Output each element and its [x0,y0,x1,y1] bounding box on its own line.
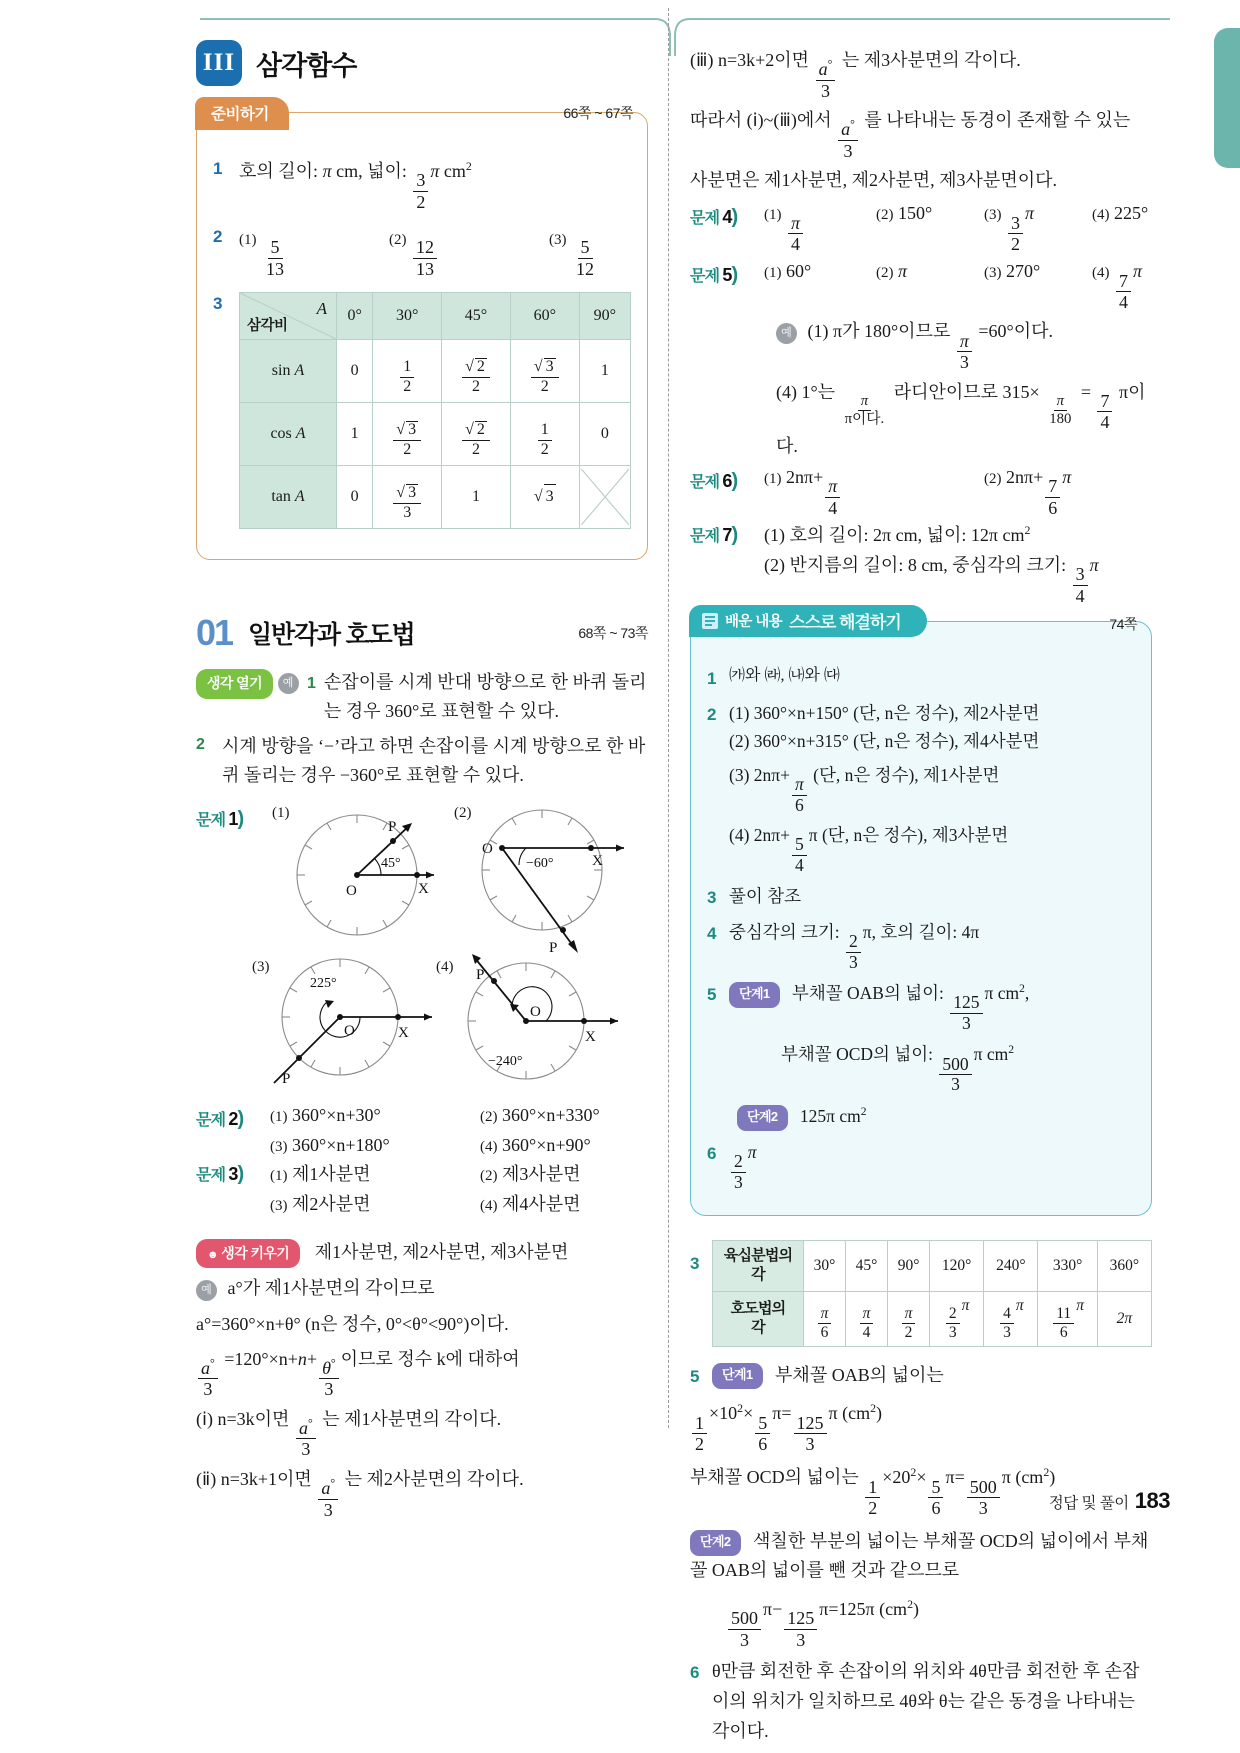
step-2-badge: 단계2 [690,1530,741,1556]
row-label-sin: sin A [240,340,337,403]
trig-ratio-table [239,292,631,529]
rad-cell-6: 2π [1097,1291,1151,1346]
angle-label-45: 45° [381,855,401,871]
self-item-3: 3 풀이 참조 [707,882,1137,911]
fraction-alpha-3: $\frac{a^\circ}{3}$ [296,1417,316,1459]
cell-sin-45: $\frac{√ 2}{2}$ [442,340,511,403]
point-label-X: X [592,852,603,869]
section-pages: 68쪽 ~ 73쪽 [578,624,648,641]
problem-5-example-1 [776,317,1152,371]
deg-cell-2: 90° [888,1240,930,1291]
self-item-2d: (4) 2nπ+ $\frac{5}{4}$ π (단, n은 정수), 제3사분면 [729,824,1009,875]
footer-page-number: 183 [1134,1488,1170,1513]
example-icon: 예 [776,323,797,344]
prep-item-number: 2 [213,227,223,247]
problem-3-answer-4: (4) 제4사분면 [480,1193,581,1214]
problem-3-answer-3: (3) 제2사분면 [270,1193,371,1214]
fraction-3-2: $\frac{3}{2}$ [413,171,428,211]
deg-cell-6: 360° [1097,1240,1151,1291]
col-header-30deg: 30° [373,293,442,340]
deg-cell-0: 30° [804,1240,846,1291]
self-item-2c: (3) 2nπ+ $\frac{\pi}{6}$ (단, n은 정수), 제1사분면 [729,765,1000,816]
point-label-P: P [388,818,397,835]
problem-7-tag: 문제 7) [690,523,738,546]
table-row-radians [713,1291,1152,1346]
self-item-2: 2 (1) 360°×n+150° (단, n은 정수), 제2사분면 (2) 360°×n+315° (단, n은 정수), 제4사분면 (3) 2nπ+ $\frac{\pi}{6}$ (단, n은 정수), 제1사분면 (4) 2nπ+ $\frac{5}{4}$ π (단, n은 정수), 제3사분면 [707,699,1137,875]
prep-item-body: 호의 길이: π cm, 넓이: $\frac{3}{2}$ π $cm^2$ [239,159,472,212]
problem-7-row-1 [690,521,1152,547]
example-icon: 예 [278,673,299,694]
rad-cell-5: $\frac{11}{6}$ π [1038,1291,1097,1346]
example-icon: 예 [196,1280,217,1301]
problem-6-row [690,467,1152,517]
col-header-60deg: 60° [510,293,579,340]
rad-cell-2: $\frac{\pi}{2}$ [888,1291,930,1346]
prep-item-number: 1 [213,159,223,178]
problem-5-answer-1: (1) 60° [764,261,812,282]
conclusion-b: 를 나타내는 동경이 존재할 수 있는 [864,110,1131,131]
problem-2-row-2 [196,1135,648,1156]
fraction-alpha-3: $\frac{a^\circ}{3}$ [198,1357,218,1399]
example-1-text-b: =60°이다. [978,321,1053,342]
example-4-text-b: 라디안이므로 315× [893,381,1040,402]
cell-cos-30: $\frac{√ 3}{2}$ [373,403,442,466]
think-grow-case-2 [196,1465,648,1519]
prep-item-2 [213,225,631,278]
angle-label-minus240: −240° [488,1053,523,1069]
problem-1-tag: 문제 1) [196,807,244,830]
problem-6-answer-2: (2) 2nπ+ $\frac{7}{6}$ π [984,466,1072,518]
self-item-5-step1-line: 단계1 부채꼴 OAB의 넓이: $\frac{125}{3}$ π $cm^2$, [729,979,1137,1033]
problem-3-tag: 문제 3) [196,1162,244,1185]
problem-4-answer-2: (2) 150° [876,203,933,224]
problem-4-answer-1: (1) $\frac{\pi}{4}$ [764,203,876,253]
col-header-45deg: 45° [442,293,511,340]
section-header-01 [196,612,648,654]
self-solve-pages: 74쪽 [1109,615,1137,632]
problem-3-row-2 [196,1190,648,1216]
self-item-3-text: 풀이 참조 [729,885,801,906]
area-label: cm, 넓이: [331,161,412,181]
corner-angle-label: A [316,299,327,319]
col-header-0deg: 0° [337,293,373,340]
fraction: $\frac{5}{13}$ [266,237,284,279]
example-4-text-c: π이다. [776,381,1146,456]
step-2-badge: 단계2 [737,1105,788,1131]
solution-5-step1-line: 단계1 부채꼴 OAB의 넓이는 [712,1361,1152,1390]
footer-label: 정답 및 풀이 [1048,1495,1129,1512]
chapter-header [196,40,648,86]
case-3-tail: 는 제3사분면의 각이다. [841,50,1021,70]
think-open-text-1: 손잡이를 시계 반대 방향으로 한 바퀴 돌리는 경우 360°로 표현할 수 있다. [323,671,647,722]
self-item-1-text: ㈎와 ㈑, ㈏와 ㈐ [729,666,840,684]
problem-3-answer-2: (2) 제3사분면 [480,1163,581,1184]
fraction: $\frac{12}{13}$ [413,238,437,278]
rad-cell-1: $\frac{\pi}{4}$ [846,1291,888,1346]
cell-sin-90: 1 [579,340,630,403]
case-1-cond: n=3k이면 [217,1408,290,1429]
self-item-5-step2-line: 단계2 125π $cm^2$ [737,1102,1137,1131]
problem-2-answer-3: (3) 360°×n+180° [270,1134,390,1155]
fraction-7-4: $\frac{7}{4}$ [1097,392,1112,432]
point-label-O: O [346,882,357,899]
chapter-title: 삼각함수 [256,50,357,81]
prep-item-body [239,292,631,529]
corner-ratio-label: 삼각비 [247,317,288,334]
think-grow-eq: =120°×n+ [224,1348,298,1369]
section-number: 01 [196,611,233,653]
deg-cell-5: 330° [1038,1240,1097,1291]
self-item-6-text: $\frac{2}{3}$ π [729,1138,1137,1192]
solution-5-equation-1: $\frac{1}{2}$ $\times 10^2\times$ $\frac{5}{6}$ π= $\frac{125}{3}$ π $(cm^2)$ [690,1399,1152,1453]
problem-3-answer-1: (1) 제1사분면 [270,1163,371,1184]
case-2-cond: n=3k+1이면 [220,1468,312,1489]
arc-length-label: 호의 길이: [239,161,323,181]
cell-tan-60: √ 3 [510,466,579,529]
point-label-O: O [482,840,493,857]
problem-5-row [690,261,1152,311]
self-item-6: 6 $\frac{2}{3}$ π [707,1138,1137,1192]
step-1-badge: 단계1 [729,982,780,1008]
think-open-num-1: 1 [307,674,316,692]
fraction-alpha-3: $\frac{a^\circ}{3}$ [838,118,858,160]
problem-5-tag: 문제 5) [690,264,738,287]
case-3-cond: n=3k+2이면 [717,50,810,70]
self-item-2a: (1) 360°×n+150° (단, n은 정수), 제2사분면 [729,703,1040,724]
rad-cell-3: $\frac{2}{3}$ π [930,1291,984,1346]
self-item-5: 5 단계1 부채꼴 OAB의 넓이: $\frac{125}{3}$ π $cm^2$, 부채꼴 OCD의 넓이: $\frac{500}{3}$ π $cm^2$ 단계2 125π $cm^2$ [707,979,1137,1131]
corner-header-cell [240,293,337,340]
point-label-P: P [282,1070,291,1087]
think-open-line-1 [196,668,648,726]
fraction-theta-3: $\frac{\theta^\circ}{3}$ [319,1357,339,1399]
diagram-1-label: (1) [272,804,290,821]
point-label-P: P [476,966,485,983]
problem-2-tag: 문제 2) [196,1107,244,1130]
self-solve-tag [689,605,927,637]
solution-5: 5 단계1 부채꼴 OAB의 넓이는 $\frac{1}{2}$ $\times 10^2\times$ $\frac{5}{6}$ π= $\frac{125}{3}$ π $(cm^2)$ 부채꼴 OCD의 넓이는 $\frac{1}{2}$ $\times 20^2\times$ $\frac{5}{6}$ π= $\frac{500}{3}$ π $(cm^2)$ 단계2 색칠한 부분의 넓이는 부채꼴 OCD의 넓이에서 부채꼴 OAB의 넓이를 뺀 것과 같으므로 $\frac{500}{3}$ π− $\frac{125}{3}$ π=125π $(cm^2)$ [690,1361,1152,1650]
problem-7-row-2 [690,551,1152,605]
self-item-4-text: 중심각의 크기: $\frac{2}{3}$ π, 호의 길이: 4π [729,921,980,972]
think-open-pill: 생각 열기 [196,669,273,699]
think-open-num-2: 2 [196,736,205,754]
prep2-answer-3: (3) $\frac{5}{12}$ [549,225,599,278]
self-solve-title-a: 배운 내용 [725,614,783,631]
think-grow-explain-3: $\frac{a^\circ}{3}$ =120°×n+n+ $\frac{\theta^\circ}{3}$ 이므로 정수 k에 대하여 [196,1345,648,1399]
think-open-text-2: 시계 방향을 ‘−’라고 하면 손잡이를 시계 방향으로 한 바퀴 돌리는 경우 −360°로 표현할 수 있다. [222,736,646,786]
diagram-4-label: (4) [436,958,454,975]
problem-4-tag: 문제 4) [690,206,738,229]
angle-label-225: 225° [310,975,337,991]
prep-item-number: 3 [213,294,223,314]
diagram-3-label: (3) [252,958,270,975]
think-grow-pill: ☻ 생각 키우기 [196,1239,300,1269]
point-label-X: X [398,1024,409,1041]
point-label-X: X [418,880,429,897]
prep2-answer-1: (1) $\frac{5}{13}$ [239,225,389,278]
angle-diagram-3 [264,955,454,1100]
column-divider [668,8,669,1428]
point-label-O: O [344,1022,355,1039]
fraction-alpha-3: $\frac{a^\circ}{3}$ [318,1477,338,1519]
cell-cos-45: $\frac{√ 2}{2}$ [442,403,511,466]
problem-5-answer-4: (4) $\frac{7}{4}$ π [1092,261,1143,313]
fraction-pi-3: $\frac{\pi}{3}$ [957,332,972,372]
self-item-2b: (2) 360°×n+315° (단, n은 정수), 제4사분면 [729,731,1040,752]
rad-cell-0: $\frac{\pi}{6}$ [804,1291,846,1346]
solution-5-equation-2: 부채꼴 OCD의 넓이는 $\frac{1}{2}$ $\times 20^2\times$ $\frac{5}{6}$ π= $\frac{500}{3}$ π $(cm^2)$ [690,1465,1056,1519]
problem-2-answer-1: (1) 360°×n+30° [270,1104,381,1125]
cell-cos-90: 0 [579,403,630,466]
example-4-eq: = [1080,381,1091,402]
left-column [196,40,648,1525]
conclusion-line-2: 사분면은 제1사분면, 제2사분면, 제3사분면이다. [690,170,1057,191]
problem-2-answer-4: (4) 360°×n+90° [480,1134,591,1155]
diagram-2-label: (2) [454,804,472,821]
problem-4-answer-4: (4) 225° [1092,203,1149,224]
cell-tan-0: 0 [337,466,373,529]
point-label-P: P [549,939,558,956]
table-row-degrees [713,1240,1152,1291]
problem-5-answer-2: (2) π [876,261,908,282]
radian-table-block [690,1240,1152,1347]
problem-5-answer-3: (3) 270° [984,261,1041,282]
prep2-answer-2: (2) $\frac{12}{13}$ [389,225,549,278]
think-grow-explain-1 [196,1274,648,1303]
cell-tan-90-undefined [579,466,630,529]
angle-diagram-4 [446,949,636,1101]
think-open-pill-group [196,668,316,726]
cell-cos-60: $\frac{1}{2}$ [510,403,579,466]
degree-radian-table [712,1240,1152,1347]
preparation-tag: 준비하기 [195,97,289,130]
think-grow-line [196,1238,648,1269]
solution-5-step2-line: 단계2 색칠한 부분의 넓이는 부채꼴 OCD의 넓이에서 부채꼴 OAB의 넓이를 뺀 것과 같으므로 [690,1531,1149,1581]
row-label-cos: cos A [240,403,337,466]
example-4-text-a: (4) 1°는 [776,381,836,402]
preparation-box [196,105,648,560]
solution-6-text: θ만큼 회전한 후 손잡이의 위치와 4θ만큼 회전한 후 손잡이의 위치가 일치하므로 4θ와 θ는 같은 동경을 나타내는 각이다. [712,1661,1140,1741]
row-header-radians: 호도법의 각 [713,1291,804,1346]
cell-sin-60: $\frac{√ 3}{2}$ [510,340,579,403]
table-row-tan [240,466,631,529]
solution-5-equation-3: $\frac{500}{3}$ π− $\frac{125}{3}$ π=125π $(cm^2)$ [726,1595,1152,1649]
solution-6: 6 θ만큼 회전한 후 손잡이의 위치와 4θ만큼 회전한 후 손잡이의 위치가 일치하므로 4θ와 θ는 같은 동경을 나타내는 각이다. [690,1657,1152,1746]
self-item-4: 4 중심각의 크기: $\frac{2}{3}$ π, 호의 길이: 4π [707,918,1137,972]
self-solve-box [690,613,1152,1216]
problem-7-answer-1: (1) 호의 길이: 2π cm, 넓이: 12π $cm^2$ [764,522,1031,545]
think-grow-text-1: a°가 제1사분면의 각이므로 [227,1278,435,1299]
problem-2-row-1 [196,1105,648,1131]
prep-item-body [239,225,631,278]
deg-cell-3: 120° [930,1240,984,1291]
problem-5-example-4 [776,378,1152,461]
conclusion-a: 따라서 (ⅰ)~(ⅲ)에서 [690,110,832,131]
angle-label-minus60: −60° [526,855,554,871]
cell-sin-30: $\frac{1}{2}$ [373,340,442,403]
self-item-1: 1 ㈎와 ㈑, ㈏와 ㈐ [707,663,1137,692]
problem-3-row-1 [196,1160,648,1186]
cell-tan-30: $\frac{√ 3}{3}$ [373,466,442,529]
think-grow-explain-2: a°=360°×n+θ° (n은 정수, 0°<θ°<90°)이다. [196,1313,509,1334]
case-2-label: (ⅱ) [196,1468,217,1489]
case-1-label: (ⅰ) [196,1408,213,1429]
cell-cos-0: 1 [337,403,373,466]
row-label-tan: tan A [240,466,337,529]
table-header-row [240,293,631,340]
edge-tab-marker [1214,28,1240,168]
radian-table-number: 3 [690,1253,700,1273]
angle-diagram-1 [282,807,462,952]
problem-6-answer-1: (1) 2nπ+ $\frac{\pi}{4}$ [764,467,984,517]
rad-cell-4: $\frac{4}{3}$ π [984,1291,1038,1346]
prep-item-1 [213,157,631,211]
deg-cell-1: 45° [846,1240,888,1291]
conclusion-line-1 [690,106,1152,160]
book-icon [702,613,718,629]
problem-1-diagrams [196,799,648,1099]
cell-tan-45: 1 [442,466,511,529]
fraction: $\frac{5}{12}$ [576,237,594,279]
self-solve-title-b: 스스로 해결하기 [789,613,901,633]
angle-diagram-2 [464,807,644,967]
cell-sin-0: 0 [337,340,373,403]
case-3-label: (ⅲ) [690,50,714,70]
problem-7-answer-2: (2) 반지름의 길이: 8 cm, 중심각의 크기: $\frac{3}{4}$ π [764,554,1099,606]
preparation-pages: 66쪽 ~ 67쪽 [563,105,633,121]
col-header-90deg: 90° [579,293,630,340]
deg-cell-4: 240° [984,1240,1038,1291]
case-1-tail: 는 제1사분면의 각이다. [322,1408,502,1429]
table-row-cos [240,403,631,466]
section-title: 일반각과 호도법 [248,620,415,649]
row-header-degrees: 육십분법의 각 [713,1240,804,1291]
point-label-O: O [530,1003,541,1020]
example-1-text-a: (1) π가 180°이므로 [807,321,951,342]
case-2-tail: 는 제2사분면의 각이다. [344,1468,524,1489]
think-grow-case-1 [196,1405,648,1459]
step-1-badge: 단계1 [712,1363,763,1389]
chapter-badge: III [196,40,242,86]
problem-4-answer-3: (3) $\frac{3}{2}$ π [984,203,1035,255]
problem-2-answer-2: (2) 360°×n+330° [480,1104,600,1125]
self-item-5-line-2: 부채꼴 OCD의 넓이: $\frac{500}{3}$ π $cm^2$ [781,1044,1014,1095]
think-open-line-2 [196,732,648,790]
think-grow-eq-tail: 이므로 정수 k에 대하여 [340,1348,520,1369]
table-row-sin [240,340,631,403]
point-label-X: X [585,1028,596,1045]
problem-4-row [690,203,1152,253]
page-footer [1049,1488,1170,1514]
think-grow-answer: 제1사분면, 제2사분면, 제3사분면 [314,1241,569,1262]
fraction-alpha-3: $\frac{a^\circ}{3}$ [816,58,836,100]
case-3-line [690,46,1152,100]
prep-item-3 [213,292,631,529]
fraction-pi-180-2: $\frac{\pi}{180}$ [1049,393,1072,428]
problem-6-tag: 문제 6) [690,469,738,492]
fraction-pi-180: $\frac{\pi}{\text{π이다.}}$ [844,393,885,428]
